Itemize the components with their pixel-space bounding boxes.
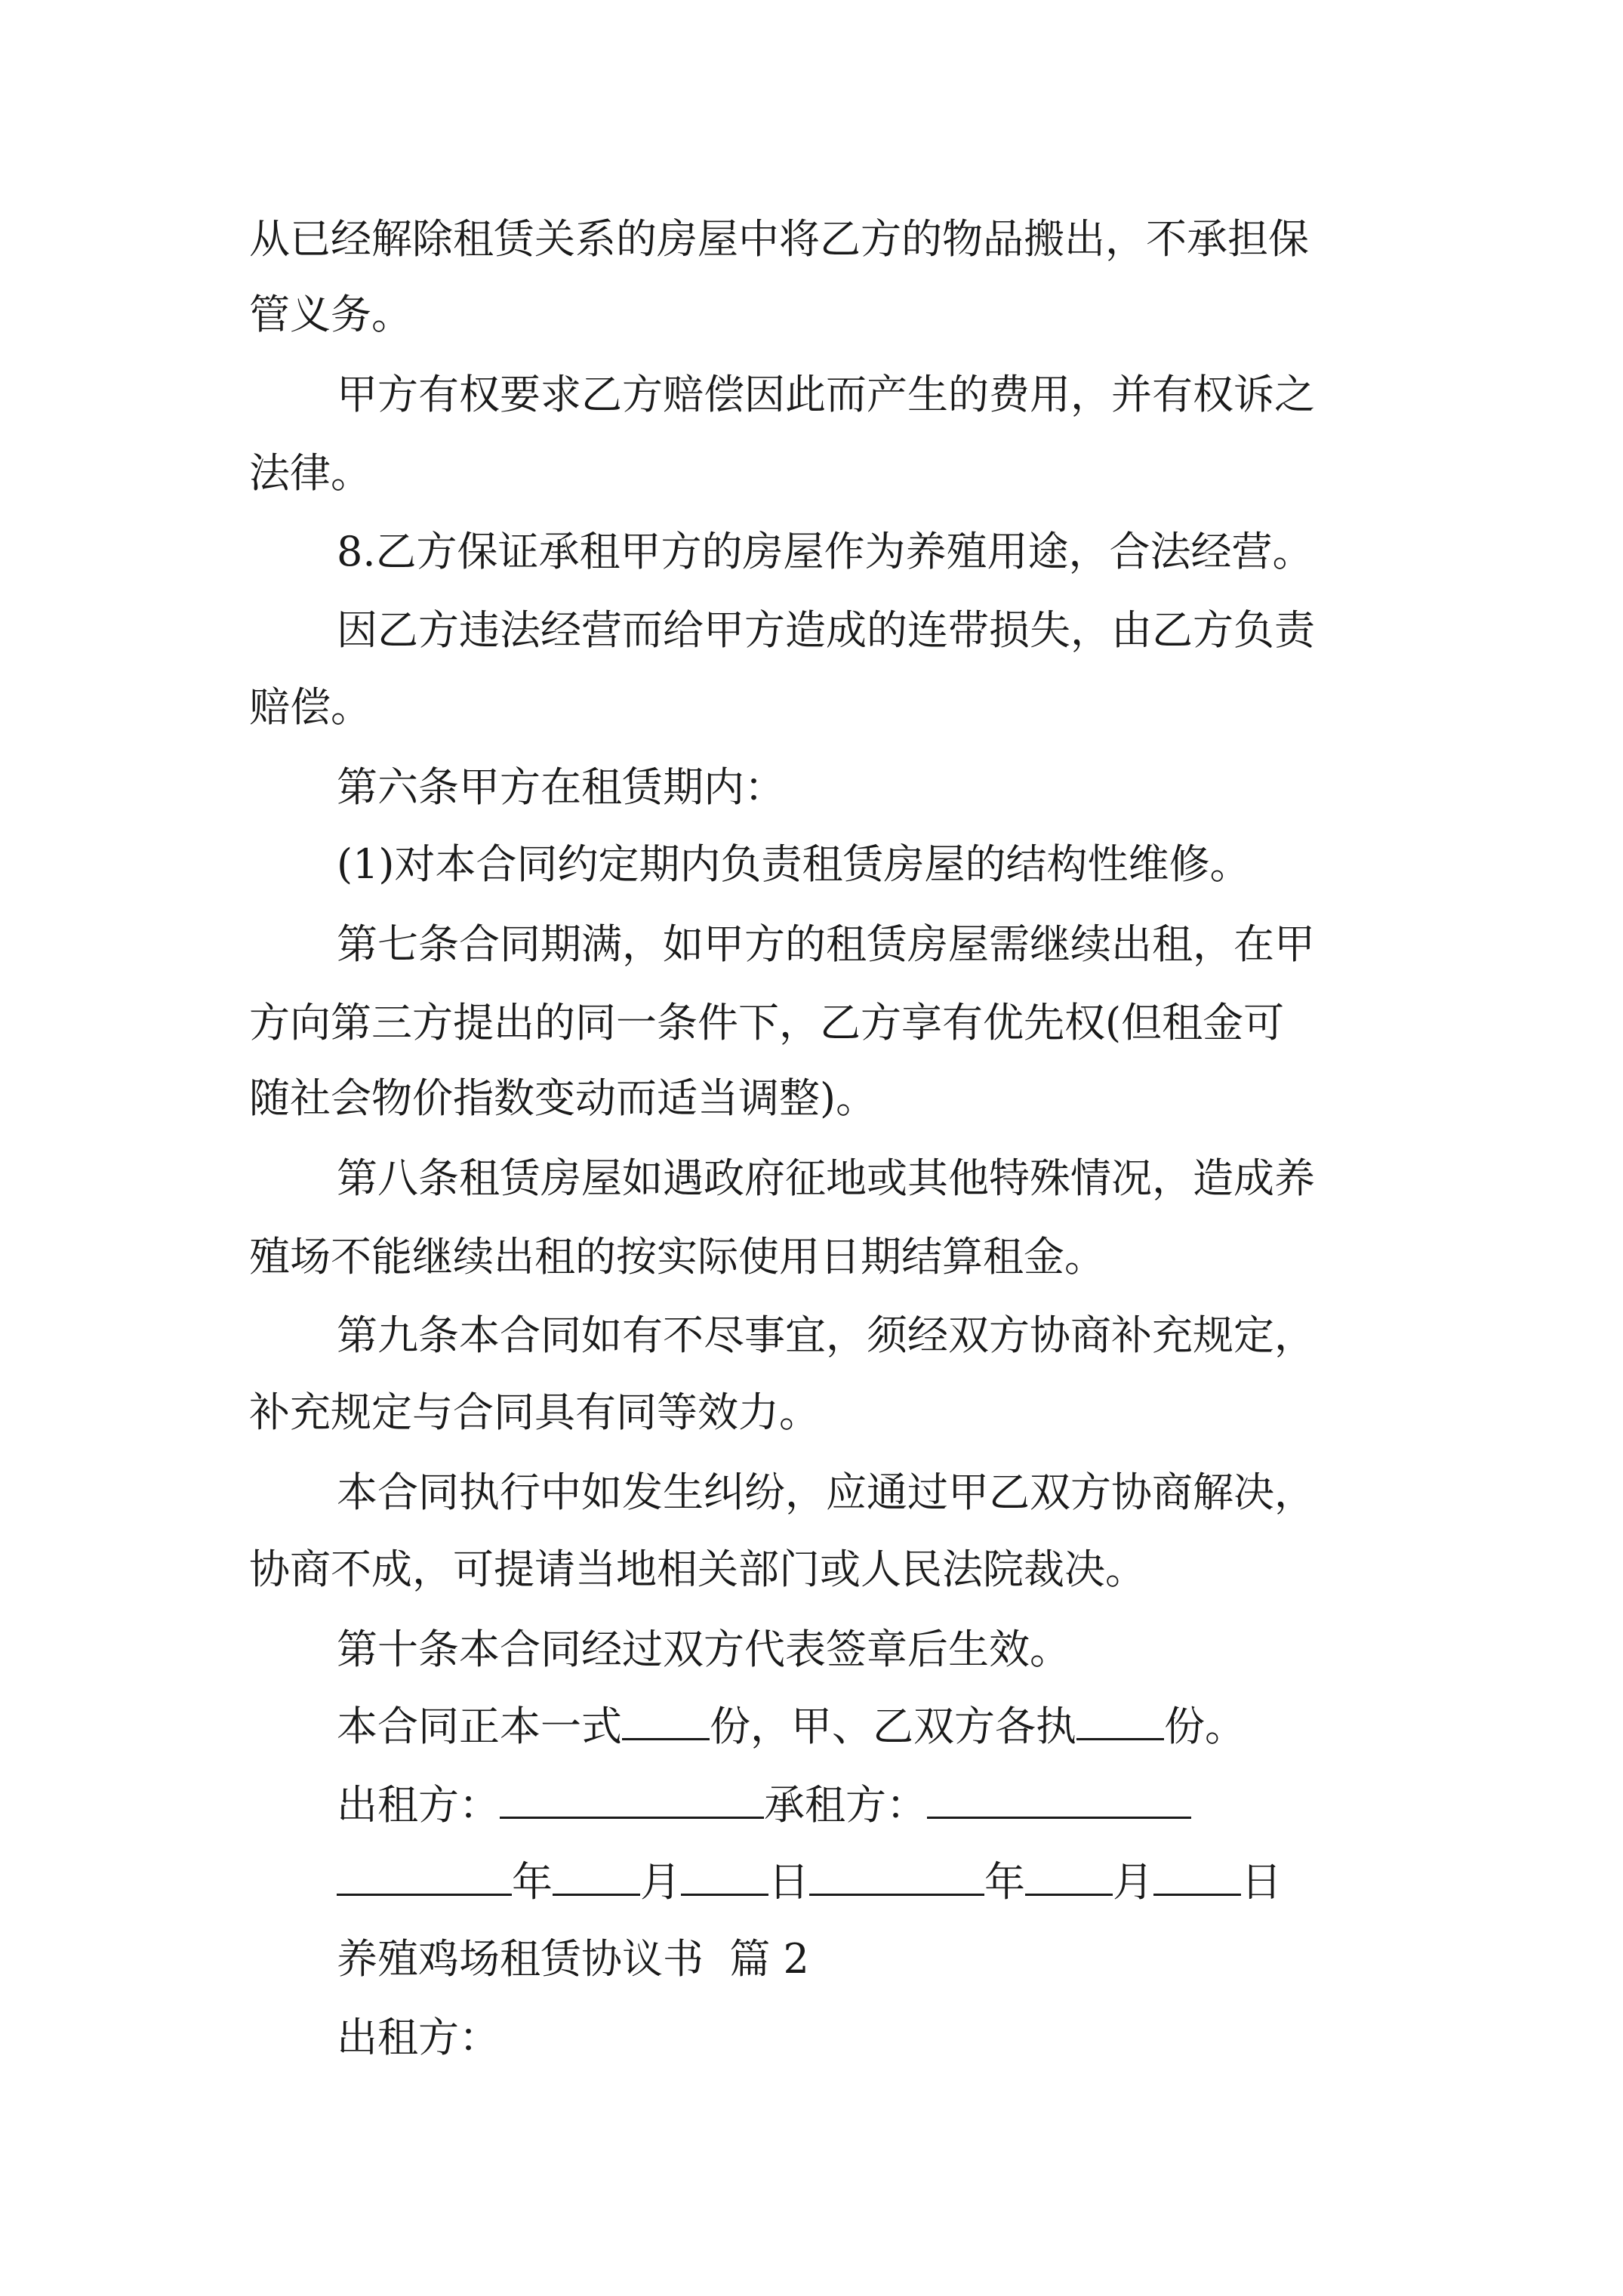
month-label: 月	[640, 1858, 681, 1906]
section2-lessor-label: 出租方：	[337, 2014, 500, 2061]
copies-line	[337, 1700, 1246, 1753]
copies-suffix: 份。	[1164, 1703, 1246, 1750]
lessor-label: 出租方：	[337, 1781, 500, 1829]
signature-line	[337, 1779, 1191, 1832]
copies-prefix: 本合同正本一式	[337, 1703, 622, 1750]
paragraph-line: 甲方有权要求乙方赔偿因此而产生的费用，并有权诉之	[337, 371, 1315, 418]
paragraph-line: 第十条本合同经过双方代表签章后生效。	[337, 1626, 1070, 1673]
lessee-label: 承租方：	[764, 1781, 927, 1829]
paragraph-line: 补充规定与合同具有同等效力。	[249, 1388, 820, 1436]
paragraph-line: 第九条本合同如有不尽事宜，须经双方协商补充规定，	[337, 1311, 1315, 1359]
month-label: 月	[1113, 1858, 1153, 1906]
paragraph-line: 从已经解除租赁关系的房屋中将乙方的物品搬出，不承担保	[249, 215, 1309, 263]
lessee-month-blank[interactable]	[1025, 1857, 1113, 1896]
lessee-year-blank[interactable]	[809, 1857, 984, 1896]
lessor-month-blank[interactable]	[553, 1857, 640, 1896]
lessor-day-blank[interactable]	[681, 1857, 768, 1896]
date-line	[337, 1856, 1282, 1909]
lessor-signature-blank[interactable]	[500, 1780, 764, 1819]
paragraph-line: 第七条合同期满，如甲方的租赁房屋需继续出租，在甲	[337, 920, 1315, 968]
paragraph-line: 赔偿。	[249, 683, 371, 731]
lessee-day-blank[interactable]	[1153, 1857, 1241, 1896]
paragraph-line: 8.乙方保证承租甲方的房屋作为养殖用途，合法经营。	[337, 528, 1313, 575]
day-label: 日	[768, 1858, 809, 1906]
paragraph-line: 方向第三方提出的同一条件下，乙方享有优先权(但租金可	[249, 999, 1285, 1046]
year-label: 年	[984, 1858, 1025, 1906]
paragraph-line: 殖场不能继续出租的按实际使用日期结算租金。	[249, 1233, 1105, 1281]
paragraph-line: 因乙方违法经营而给甲方造成的连带损失，由乙方负责	[337, 606, 1315, 654]
lessee-signature-blank[interactable]	[927, 1780, 1191, 1819]
paragraph-line: 随社会物价指数变动而适当调整)。	[249, 1074, 877, 1122]
paragraph-line: 本合同执行中如发生纠纷，应通过甲乙双方协商解决，	[337, 1469, 1315, 1516]
day-label: 日	[1241, 1858, 1282, 1906]
copies-count-blank[interactable]	[622, 1702, 710, 1740]
paragraph-line: (1)对本合同约定期内负责租赁房屋的结构性维修。	[337, 840, 1251, 888]
copies-each-blank[interactable]	[1076, 1702, 1164, 1740]
paragraph-line: 协商不成，可提请当地相关部门或人民法院裁决。	[249, 1546, 1146, 1593]
paragraph-line: 法律。	[249, 449, 371, 497]
section-title: 养殖鸡场租赁协议书 篇 2	[337, 1935, 809, 1983]
lessor-year-blank[interactable]	[337, 1857, 512, 1896]
paragraph-line: 管义务。	[249, 291, 412, 338]
paragraph-line: 第六条甲方在租赁期内：	[337, 763, 785, 811]
paragraph-line: 第八条租赁房屋如遇政府征地或其他特殊情况，造成养	[337, 1154, 1315, 1202]
year-label: 年	[512, 1858, 553, 1906]
copies-middle: 份，甲、乙双方各执	[710, 1703, 1076, 1750]
